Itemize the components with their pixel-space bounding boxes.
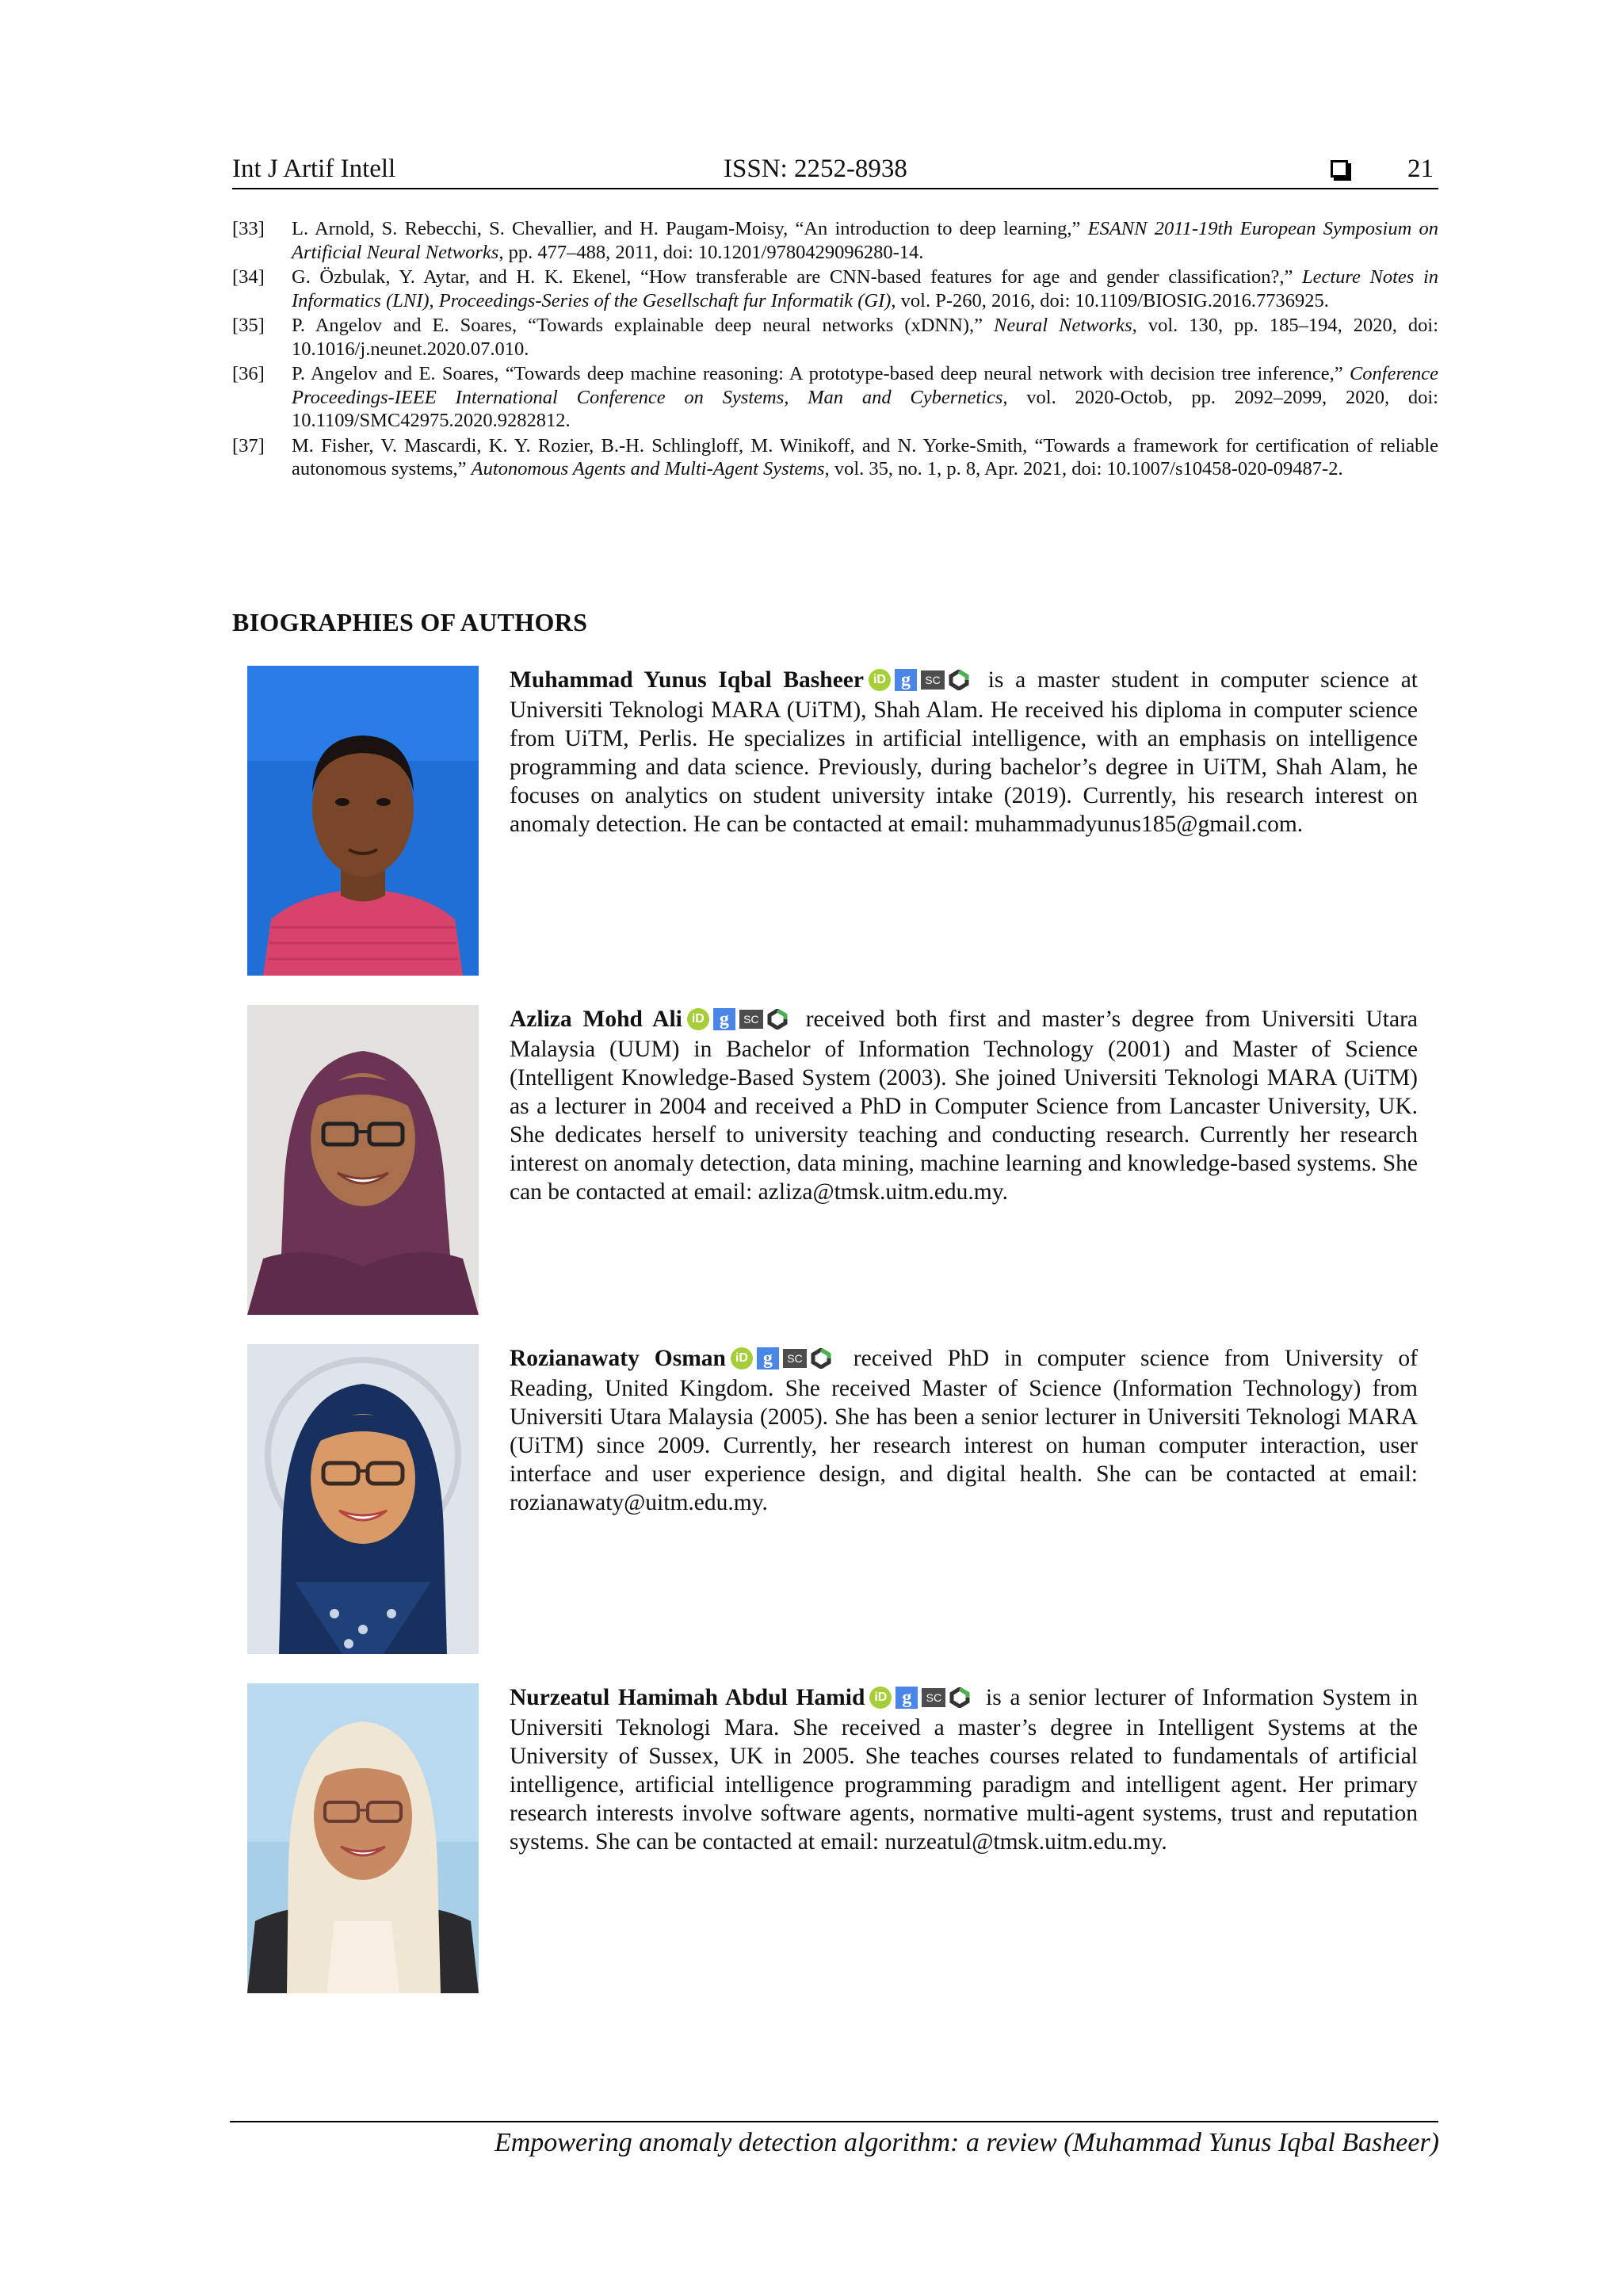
profile-links <box>869 664 973 693</box>
square-glyph-icon <box>1331 160 1348 178</box>
scopus-icon[interactable]: SC <box>921 670 945 690</box>
biography-text <box>510 1005 1418 1206</box>
reference-number: [37] <box>232 434 265 457</box>
publons-icon[interactable] <box>949 1687 970 1708</box>
reference-venue: ESANN 2011-19th European Symposium on Artificial Neural Networks <box>292 218 1439 263</box>
issn: ISSN: 2252-8938 <box>724 155 907 183</box>
scopus-icon[interactable]: SC <box>783 1349 807 1368</box>
reference-details: , vol. 2020-Octob, pp. 2092–2099, 2020, doi: 10.1109/SMC42975.2020.9282812. <box>292 386 1438 431</box>
reference-authors-title: P. Angelov and E. Soares, “Towards explainable deep neural networks (xDNN),” <box>292 315 995 336</box>
author-name: Rozianawaty Osman <box>510 1346 726 1371</box>
biography-body: is a senior lecturer of Information System in Universiti Teknologi Mara. She received a master’s degree in Intelligent Systems at the University of Sussex, UK in 2005. She teaches courses related to fundamentals of artificial intelligence, artificial intelligence programming paradigm and intelligent agent. Her primary research interests involve software agents, normative multi-agent systems, trust and reputation systems. She can be contacted at email: nurzeatul@tmsk.uitm.edu.my. <box>510 1685 1418 1855</box>
biography-body: received PhD in computer science from University of Reading, United Kingdom. She received Master of Science (Information Technology) from Universiti Utara Malaysia (2005). She has been a senior lecturer in Universiti Teknologi MARA (UiTM) since 2009. Currently, her research interest on human computer interaction, user interface and user experience design, and digital health. She can be contacted at email: rozianawaty@uitm.edu.my. <box>510 1346 1418 1516</box>
reference-number: [36] <box>232 363 265 384</box>
author-photo <box>247 1005 479 1315</box>
reference-number: [34] <box>232 266 265 288</box>
profile-links <box>687 1003 792 1032</box>
reference-venue: Conference Proceedings-IEEE International Conference on Systems, Man and Cybernetics <box>292 363 1438 408</box>
reference-venue: Neural Networks <box>994 315 1132 336</box>
reference-details: , vol. 130, pp. 185–194, 2020, doi: 10.1016/j.neunet.2020.07.010. <box>292 315 1439 360</box>
reference-details: , vol. P-260, 2016, doi: 10.1109/BIOSIG.2016.7736925. <box>891 289 1329 311</box>
biography-body: is a master student in computer science at Universiti Teknologi MARA (UiTM), Shah Alam. He received his diploma in computer science from UiTM, Perlis. He specializes in artificial intelligence, with an emphasis on intelligence programming and data science. Previously, during bachelor’s degree in UiTM, Shah Alam, he focuses on analytics on student university intake (2019). Currently, his research interest on anomaly detection. He can be contacted at email: muhammadyunus185@gmail.com. <box>510 667 1418 838</box>
running-header <box>232 153 1438 189</box>
orcid-icon[interactable]: iD <box>731 1347 753 1370</box>
orcid-icon[interactable]: iD <box>869 669 891 691</box>
biography-text <box>510 1344 1418 1517</box>
reference-venue: Lecture Notes in Informatics (LNI), Proceedings-Series of the Gesellschaft fur Informatik (GI) <box>292 266 1438 311</box>
reference-authors-title: L. Arnold, S. Rebecchi, S. Chevallier, and H. Paugam-Moisy, “An introduction to deep learning,” <box>292 218 1088 239</box>
scopus-icon[interactable]: SC <box>922 1688 945 1707</box>
orcid-icon[interactable]: iD <box>869 1687 892 1709</box>
reference-venue: Autonomous Agents and Multi-Agent Systems <box>471 458 825 479</box>
author-name: Azliza Mohd Ali <box>510 1007 682 1032</box>
journal-name: Int J Artif Intell <box>232 155 396 183</box>
reference-list <box>232 217 1438 483</box>
biography-body: received both first and master’s degree from Universiti Utara Malaysia (UUM) in Bachelor of Information Technology (2001) and Master of Science (Intelligent Knowledge-Based System (2003). She joined Universiti Teknologi MARA (UiTM) as a lecturer in 2004 and received a PhD in Computer Science from Lancaster University, UK. She dedicates herself to university teaching and conducting research. Currently her research interest on anomaly detection, data mining, machine learning and knowledge-based systems. She can be contacted at email: azliza@tmsk.uitm.edu.my. <box>510 1007 1418 1205</box>
reference-item <box>232 362 1438 433</box>
google-scholar-icon[interactable]: g <box>757 1347 779 1370</box>
author-name: Muhammad Yunus Iqbal Basheer <box>510 667 864 693</box>
reference-number: [35] <box>232 315 265 336</box>
author-photo <box>247 1683 479 1993</box>
profile-links <box>731 1343 835 1371</box>
reference-item <box>232 434 1438 481</box>
biography-text <box>510 666 1418 839</box>
reference-number: [33] <box>232 218 265 239</box>
reference-details: , vol. 35, no. 1, p. 8, Apr. 2021, doi: 10.1007/s10458-020-09487-2. <box>824 458 1343 479</box>
footer-rule <box>230 2121 1438 2122</box>
section-title: BIOGRAPHIES OF AUTHORS <box>232 608 588 636</box>
scopus-icon[interactable]: SC <box>739 1010 763 1029</box>
reference-item <box>232 314 1438 361</box>
author-name: Nurzeatul Hamimah Abdul Hamid <box>510 1685 865 1710</box>
reference-authors-title: M. Fisher, V. Mascardi, K. Y. Rozier, B.-H. Schlingloff, M. Winikoff, and N. Yorke-Smith, “Towards a framework for certification of reliable autonomous systems,” <box>292 434 1438 479</box>
author-photo <box>247 666 479 976</box>
google-scholar-icon[interactable]: g <box>896 1687 918 1709</box>
biography-text <box>510 1683 1418 1856</box>
reference-authors-title: P. Angelov and E. Soares, “Towards deep machine reasoning: A prototype-based deep neural network with decision tree inference,” <box>292 363 1350 384</box>
reference-item <box>232 266 1438 312</box>
orcid-icon[interactable]: iD <box>687 1008 709 1030</box>
reference-item <box>232 217 1438 264</box>
reference-authors-title: G. Özbulak, Y. Aytar, and H. K. Ekenel, “How transferable are CNN-based features for age and gender classification?,” <box>292 266 1302 288</box>
google-scholar-icon[interactable]: g <box>895 669 917 691</box>
reference-details: , pp. 477–488, 2011, doi: 10.1201/9780429096280-14. <box>498 241 924 263</box>
publons-icon[interactable] <box>767 1009 788 1030</box>
publons-icon[interactable] <box>811 1348 831 1369</box>
profile-links <box>869 1682 974 1710</box>
author-photo <box>247 1344 479 1654</box>
google-scholar-icon[interactable]: g <box>713 1008 735 1030</box>
page-number: 21 <box>1407 155 1434 183</box>
publons-icon[interactable] <box>949 670 969 690</box>
running-footer: Empowering anomaly detection algorithm: a review (Muhammad Yunus Iqbal Basheer) <box>494 2128 1439 2157</box>
